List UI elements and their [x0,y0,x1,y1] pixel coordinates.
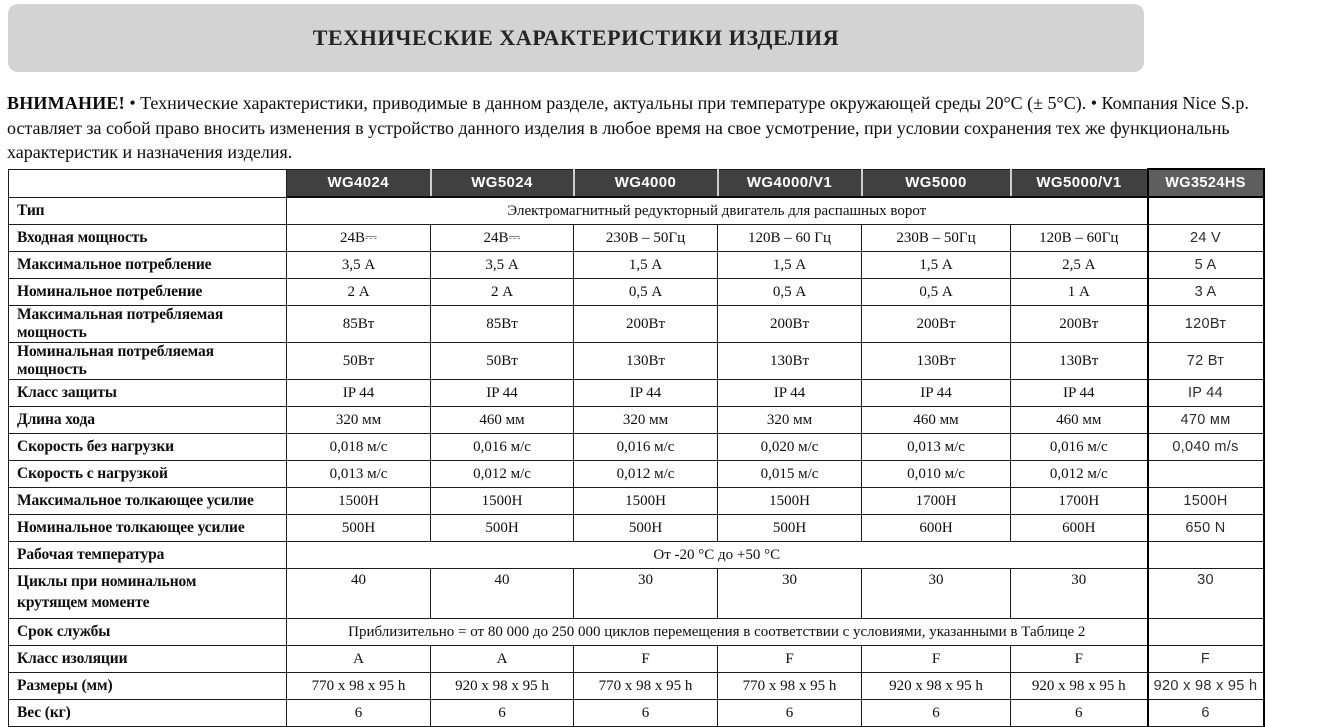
spec-value: 920 x 98 x 95 h [431,673,574,700]
warning-bold-label: ВНИМАНИЕ! [7,93,125,113]
spec-value-wg3524hs: IP 44 [1148,380,1264,407]
spec-value: 0,013 м/с [862,434,1011,461]
spec-value: 30 [1011,569,1148,619]
spec-value-wg3524hs: F [1148,646,1264,673]
spec-value: 460 мм [862,407,1011,434]
spec-value: F [574,646,718,673]
warning-line [7,91,1336,116]
spec-value: 6 [574,700,718,727]
table-row-dimensions [9,673,1264,700]
spec-value: 130Вт [574,343,718,380]
spec-value: 0,010 м/с [862,461,1011,488]
spec-value: 600Н [862,515,1011,542]
spec-value: 24В⎓ [287,225,431,252]
spec-value: 0,012 м/с [574,461,718,488]
spec-value-wg3524hs: 0,040 m/s [1148,434,1264,461]
spec-value: A [431,646,574,673]
warning-line: характеристик и назначения изделия. [7,142,293,162]
specifications-table [8,168,1265,727]
table-row-max-current [9,252,1264,279]
warning-line: оставляет за собой право вносить изменения в устройство данного изделия в любое время на свое усмотрение, при условии сохранения тех же функциональнь [7,117,1230,138]
row-label: Максимальное потребление [9,252,287,279]
column-header-wg5000v1: WG5000/V1 [1011,169,1148,197]
spec-value: 0,5 А [574,279,718,306]
spec-value: 6 [718,700,862,727]
spec-value-wg3524hs: 470 мм [1148,407,1264,434]
row-label: Вес (кг) [9,700,287,727]
table-row-insulation [9,646,1264,673]
spec-value: 120В – 60Гц [1011,225,1148,252]
row-label: Длина хода [9,407,287,434]
table-row-lifetime [9,619,1264,646]
spec-value: 500Н [574,515,718,542]
spec-value: 1,5 А [862,252,1011,279]
row-label: Входная мощность [9,225,287,252]
spec-value: 3,5 А [431,252,574,279]
spec-value: 320 мм [718,407,862,434]
row-label: Номинальное потребление [9,279,287,306]
table-row-max-power [9,306,1264,343]
spec-value-wg3524hs: 1500Н [1148,488,1264,515]
spec-value: 1500Н [718,488,862,515]
table-row-type [9,197,1264,225]
spec-value: 770 x 98 x 95 h [287,673,431,700]
row-label: Класс изоляции [9,646,287,673]
table-row-nom-power [9,343,1264,380]
spec-value: IP 44 [431,380,574,407]
spec-value-wg3524hs: 650 N [1148,515,1264,542]
spec-value: 230В – 50Гц [862,225,1011,252]
table-row-nom-force [9,515,1264,542]
table-row-temperature [9,542,1264,569]
spec-value: 600Н [1011,515,1148,542]
spec-value-wg3524hs: 920 x 98 x 95 h [1148,673,1264,700]
spec-value-wg3524hs: 3 A [1148,279,1264,306]
spec-value: 50Вт [287,343,431,380]
spec-value: 85Вт [431,306,574,343]
spec-value: 0,013 м/с [287,461,431,488]
spec-value: 500Н [287,515,431,542]
spec-value: 85Вт [287,306,431,343]
column-header-wg4000: WG4000 [574,169,718,197]
spec-value: 40 [287,569,431,619]
spec-span-value: Приблизительно = от 80 000 до 250 000 циклов перемещения в соответствии с условиями, указанными в Таблице 2 [287,619,1148,646]
table-row-weight [9,700,1264,727]
row-label: Рабочая температура [9,542,287,569]
row-label: Номинальное толкающее усилие [9,515,287,542]
row-label: Номинальная потребляемая мощность [9,343,287,380]
table-row-speed-load [9,461,1264,488]
spec-span-value: От -20 °С до +50 °С [287,542,1148,569]
corner-header-cell [9,169,287,197]
spec-value: 24В⎓ [431,225,574,252]
column-header-wg4024: WG4024 [287,169,431,197]
row-label: Максимальное толкающее усилие [9,488,287,515]
spec-value: 1500Н [574,488,718,515]
spec-value: 770 x 98 x 95 h [718,673,862,700]
table-row-protection [9,380,1264,407]
spec-value: IP 44 [287,380,431,407]
spec-value: 0,5 А [718,279,862,306]
row-label: Скорость без нагрузки [9,434,287,461]
spec-value-wg3524hs: 5 A [1148,252,1264,279]
warning-text: • Технические характеристики, приводимые в данном разделе, актуальны при температуре окружающей среды 20°C (± 5°C). • Компания Nice S.p. [124,93,1249,113]
spec-value: 0,5 А [862,279,1011,306]
row-label: Размеры (мм) [9,673,287,700]
spec-value: 920 x 98 x 95 h [862,673,1011,700]
spec-value: 0,015 м/с [718,461,862,488]
spec-value: 6 [287,700,431,727]
spec-value: 920 x 98 x 95 h [1011,673,1148,700]
spec-value: 500Н [718,515,862,542]
spec-value: 1,5 А [574,252,718,279]
table-row-cycles [9,569,1264,619]
column-header-wg5024: WG5024 [431,169,574,197]
section-title-banner [8,4,1144,72]
spec-value: 40 [431,569,574,619]
spec-value: 0,012 м/с [1011,461,1148,488]
spec-value: 0,016 м/с [1011,434,1148,461]
spec-value: IP 44 [574,380,718,407]
spec-value: 6 [862,700,1011,727]
spec-value: 6 [431,700,574,727]
spec-value: 50Вт [431,343,574,380]
spec-value: A [287,646,431,673]
spec-value: 2 А [287,279,431,306]
spec-value: IP 44 [862,380,1011,407]
table-row-max-force [9,488,1264,515]
spec-value-wg3524hs: 6 [1148,700,1264,727]
spec-value: 0,016 м/с [431,434,574,461]
spec-value: 0,012 м/с [431,461,574,488]
spec-value: 30 [574,569,718,619]
spec-value: 500Н [431,515,574,542]
spec-value-wg3524hs [1148,542,1264,569]
spec-value: 30 [718,569,862,619]
table-row-speed-noload [9,434,1264,461]
spec-value: IP 44 [718,380,862,407]
spec-value-wg3524hs: 30 [1148,569,1264,619]
spec-value: F [718,646,862,673]
spec-value: 320 мм [287,407,431,434]
spec-value: 770 x 98 x 95 h [574,673,718,700]
spec-span-value: Электромагнитный редукторный двигатель для распашных ворот [287,197,1148,225]
spec-value: 0,016 м/с [574,434,718,461]
spec-value-wg3524hs: 24 V [1148,225,1264,252]
spec-value-wg3524hs [1148,461,1264,488]
spec-value: 0,018 м/с [287,434,431,461]
spec-value: 460 мм [431,407,574,434]
spec-value: 130Вт [718,343,862,380]
column-header-wg4000v1: WG4000/V1 [718,169,862,197]
spec-value: 200Вт [862,306,1011,343]
spec-value: 3,5 А [287,252,431,279]
spec-value: 30 [862,569,1011,619]
spec-value-wg3524hs [1148,619,1264,646]
spec-value: F [862,646,1011,673]
spec-value: 200Вт [718,306,862,343]
spec-value: 1,5 А [718,252,862,279]
warning-paragraph [7,91,1336,165]
spec-value: 200Вт [1011,306,1148,343]
spec-value: 130Вт [862,343,1011,380]
spec-value: IP 44 [1011,380,1148,407]
spec-value: 120В – 60 Гц [718,225,862,252]
spec-value: 6 [1011,700,1148,727]
column-header-wg3524hs: WG3524HS [1148,169,1264,197]
row-label: Срок службы [9,619,287,646]
table-header-row [9,169,1264,197]
spec-value: 1700Н [1011,488,1148,515]
spec-value: 0,020 м/с [718,434,862,461]
spec-value: F [1011,646,1148,673]
spec-value: 130Вт [1011,343,1148,380]
row-label: Тип [9,197,287,225]
spec-value: 1500Н [287,488,431,515]
spec-value: 2 А [431,279,574,306]
spec-value: 2,5 А [1011,252,1148,279]
table-row-nom-current [9,279,1264,306]
row-label: Класс защиты [9,380,287,407]
spec-value-wg3524hs: 72 Вт [1148,343,1264,380]
page-title: ТЕХНИЧЕСКИЕ ХАРАКТЕРИСТИКИ ИЗДЕЛИЯ [312,25,840,50]
spec-value: 1500Н [431,488,574,515]
row-label-text: Циклы при номинальном крутящем моменте [17,573,197,611]
row-label [9,569,287,619]
spec-value: 1700Н [862,488,1011,515]
row-label: Максимальная потребляемая мощность [9,306,287,343]
spec-value-wg3524hs [1148,197,1264,225]
spec-value: 200Вт [574,306,718,343]
spec-value: 1 А [1011,279,1148,306]
row-label: Скорость с нагрузкой [9,461,287,488]
column-header-wg5000: WG5000 [862,169,1011,197]
spec-value: 320 мм [574,407,718,434]
table-row-input-power [9,225,1264,252]
spec-value: 230В – 50Гц [574,225,718,252]
spec-value: 460 мм [1011,407,1148,434]
table-row-stroke [9,407,1264,434]
spec-value-wg3524hs: 120Вт [1148,306,1264,343]
